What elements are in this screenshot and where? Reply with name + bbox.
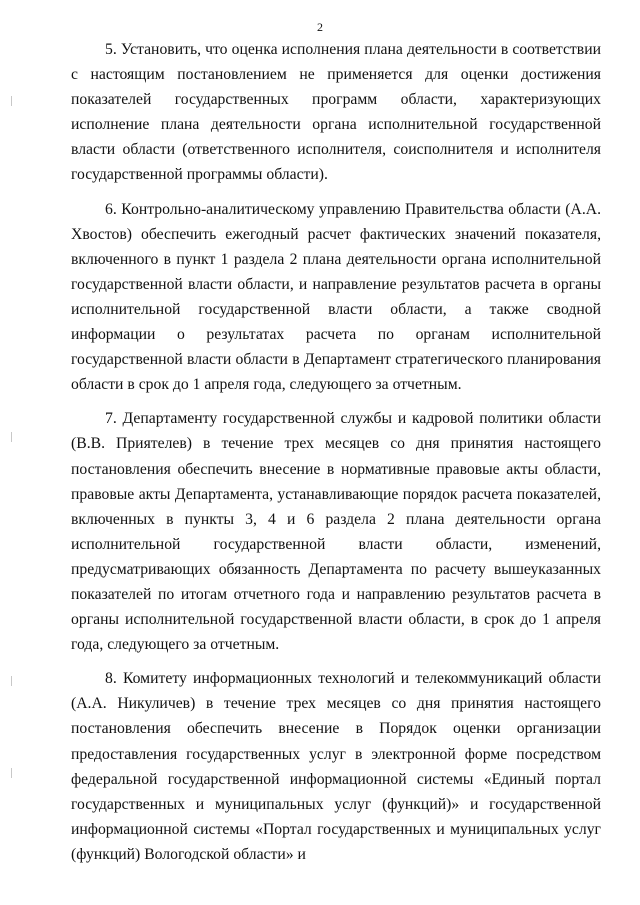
scan-margin-mark [11, 432, 12, 442]
paragraph-item-7: 7. Департаменту государственной службы и кадровой политики области (В.В. Приятелев) в течение трех месяцев со дня принятия настоящего постановления обеспечить внесение в нормативные правовые акты области, правовые акты Департамента, устанавливающие порядок расчета показателей, включенных в пункты 3, 4 и 6 раздела 2 плана деятельности органа исполнительной государственной власти области, изменений, предусматривающих обязанность Департамента по расчету вышеуказанных показателей по итогам отчетного года и направлению результатов расчета в органы исполнительной государственной власти области, в срок до 1 апреля года, следующего за отчетным. [71, 410, 601, 654]
scan-margin-mark [11, 768, 12, 778]
paragraph-item-6: 6. Контрольно-аналитическому управлению Правительства области (А.А. Хвостов) обеспечить ежегодный расчет фактических значений показателя, включенного в пункт 1 раздела 2 плана деятельности органа исполнительной государственной власти области, и направление результатов расчета в органы исполнительной государственной власти области, а также сводной информации о результатах расчета по органам исполнительной государственной власти области в Департамент стратегического планирования области в срок до 1 апреля года, следующего за отчетным. [71, 200, 601, 394]
scan-margin-mark [11, 676, 12, 686]
document-body [71, 37, 601, 876]
paragraph-item-5: 5. Установить, что оценка исполнения плана деятельности в соответствии с настоящим постановлением не применяется для оценки достижения показателей государственных программ области, характеризующих исполнение плана деятельности органа исполнительной государственной власти области (ответственного исполнителя, соисполнителя и исполнителя государственной программы области). [71, 41, 601, 184]
page-number: 2 [317, 20, 323, 34]
paragraph-item-8: 8. Комитету информационных технологий и телекоммуникаций области (А.А. Никуличев) в течение трех месяцев со дня принятия настоящего постановления обеспечить внесение в Порядок оценки организации предоставления государственных услуг в электронной форме посредством федеральной государственной информационной системы «Единый портал государственных и муниципальных услуг (функций)» и государственной информационной системы «Портал государственных и муниципальных услуг (функций) Вологодской области» и [71, 670, 601, 863]
scan-margin-mark [11, 96, 12, 106]
